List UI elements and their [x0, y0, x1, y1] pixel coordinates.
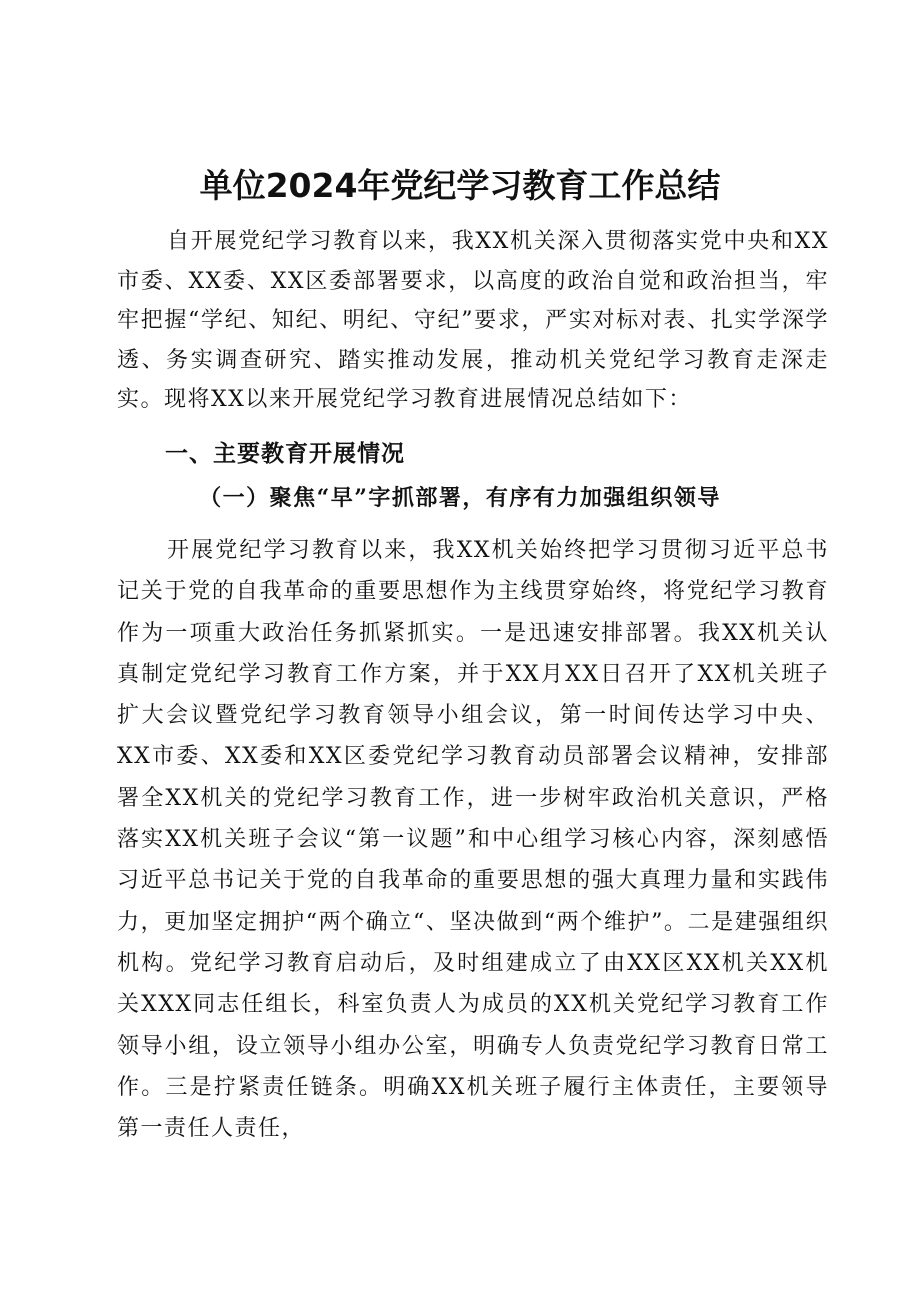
document-title: 单位2024年党纪学习教育工作总结 [199, 166, 721, 205]
subsection-heading: （一）聚焦“早”字抓部署，有序有力加强组织领导 [199, 485, 721, 511]
intro-paragraph: 自开展党纪学习教育以来，我XX机关深入贯彻落实党中央和XX市委、XX委、XX区委部署要求，以高度的政治自觉和政治担当，牢牢把握“学纪、知纪、明纪、守纪”要求，严实对标对表、扎实学深学透、务实调查研究、踏实推动发展，推动机关党纪学习教育走深走实。现将XX以来开展党纪学习教育进展情况总结如下： [117, 229, 829, 412]
section-heading: 一、主要教育开展情况 [165, 441, 405, 467]
body-paragraph: 开展党纪学习教育以来，我XX机关始终把学习贯彻习近平总书记关于党的自我革命的重要思想作为主线贯穿始终，将党纪学习教育作为一项重大政治任务抓紧抓实。一是迅速安排部署。我XX机关认真制定党纪学习教育工作方案，并于XX月XX日召开了XX机关班子扩大会议暨党纪学习教育领导小组会议，第一时间传达学习中央、XX市委、XX委和XX区委党纪学习教育动员部署会议精神，安排部署全XX机关的党纪学习教育工作，进一步树牢政治机关意识，严格落实XX机关班子会议“第一议题”和中心组学习核心内容，深刻感悟习近平总书记关于党的自我革命的重要思想的强大真理力量和实践伟力，更加坚定拥护“两个确立“、坚决做到“两个维护”。二是建强组织机构。党纪学习教育启动后，及时组建成立了由XX区XX机关XX机关XXX同志任组长，科室负责人为成员的XX机关党纪学习教育工作领导小组，设立领导小组办公室，明确专人负责党纪学习教育日常工作。三是拧紧责任链条。明确XX机关班子履行主体责任，主要领导第一责任人责任， [117, 538, 829, 1142]
